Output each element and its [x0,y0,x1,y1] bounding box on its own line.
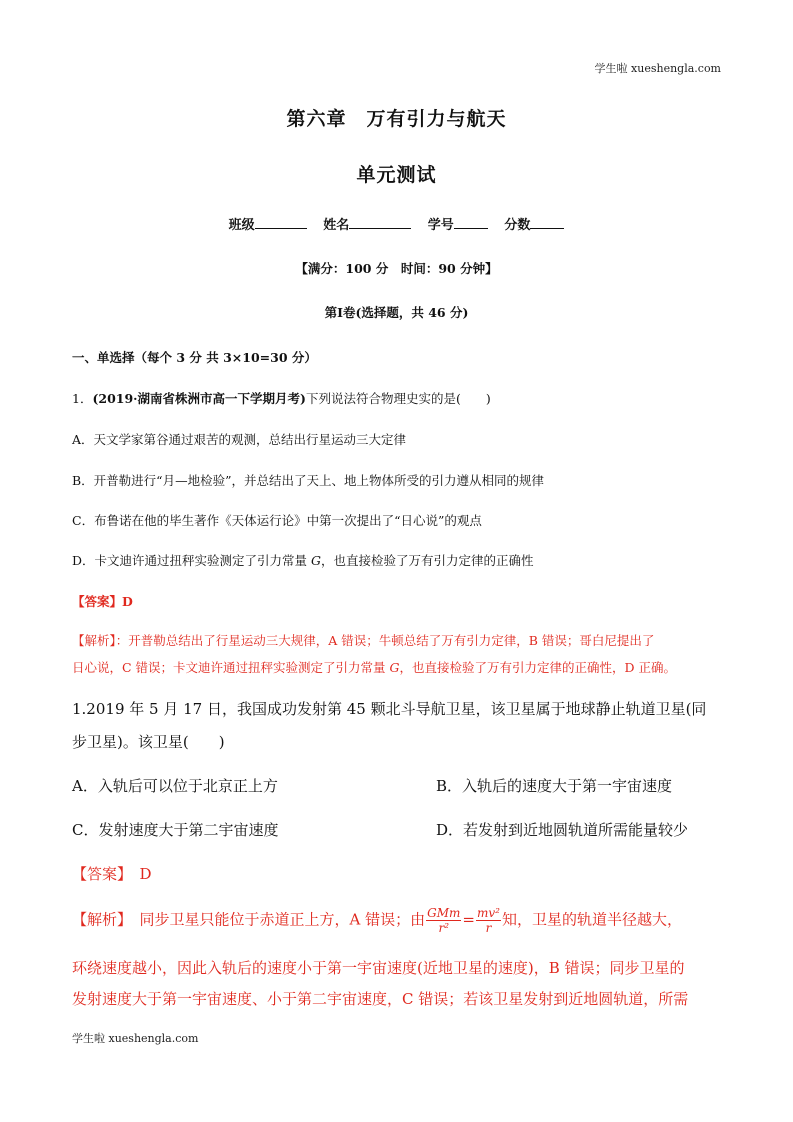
fraction-denominator: r [485,921,492,935]
score-label: 分数 [504,218,531,233]
q1-analysis-line2 [72,658,676,676]
q1-option-d-text: D．卡文迪许通过扭秤实验测定了引力常量 [72,553,311,568]
q2-analysis-line2: 环绕速度越小，因此入轨后的速度小于第一宇宙速度(近地卫星的速度)，B 错误；同步卫星的 [72,959,685,977]
name-field[interactable] [323,214,411,233]
class-blank[interactable] [255,216,307,229]
q2-option-c: C．发射速度大于第二宇宙速度 [72,821,279,839]
part-title: 第Ⅰ卷(选择题，共 46 分) [324,305,469,320]
q1-stem-text: 下列说法符合物理史实的是( ) [305,391,491,406]
q2-option-d: D．若发射到近地圆轨道所需能量较少 [436,821,689,839]
unit-title: 单元测试 [356,164,437,186]
q1-stem [72,389,491,407]
id-field[interactable] [428,214,488,233]
q1-option-c: C．布鲁诺在他的毕生著作《天体运行论》中第一次提出了“日心说”的观点 [72,513,482,528]
q2-stem-line2: 步卫星)。该卫星( ) [72,733,225,751]
q1-option-b: B．开普勒进行“月—地检验”，并总结出了天上、地上物体所受的引力遵从相同的规律 [72,473,544,488]
q2-analysis-line1-text-end: 知，卫星的轨道半径越大， [501,910,682,929]
q2-analysis-label: 【解析】 [72,910,125,929]
q1-option-d-var: G [311,553,321,568]
name-label: 姓名 [323,218,350,233]
q2-analysis-line3: 发射速度大于第一宇宙速度、小于第二宇宙速度，C 错误；若该卫星发射到近地圆轨道，所需 [72,990,689,1008]
chapter-title: 第六章 万有引力与航天 [286,108,507,130]
id-blank[interactable] [454,216,488,229]
q1-analysis-line2-text-end: ，也直接检验了万有引力定律的正确性，D 正确。 [399,660,677,675]
q1-answer: 【答案】D [72,594,133,609]
q1-option-d-text-end: ，也直接检验了万有引力定律的正确性 [321,553,534,568]
q2-stem-line1: 1.2019 年 5 月 17 日，我国成功发射第 45 颗北斗导航卫星，该卫星属于地球静止轨道卫星(同 [72,700,707,718]
student-info-fields [0,214,793,233]
q1-analysis-line1: 【解析】：开普勒总结出了行星运动三大规律，A 错误；牛顿总结了万有引力定律，B 错误；哥白尼提出了 [72,633,655,648]
formula-fraction-centripetal [476,906,501,935]
section-title: 一、单选择（每个 3 分 共 3×10=30 分） [72,350,317,365]
q1-option-a: A．天文学家第谷通过艰苦的观测，总结出行星运动三大定律 [72,432,407,447]
score-field[interactable] [504,214,564,233]
header-site: 学生啦 xueshengla.com [594,62,721,75]
formula-equals: = [462,910,475,929]
name-blank[interactable] [349,216,411,229]
fraction-numerator: mv² [476,906,500,920]
score-blank[interactable] [530,216,564,229]
q2-analysis-line1-text: 同步卫星只能位于赤道正上方，A 错误；由 [124,910,426,929]
footer-site: 学生啦 xueshengla.com [72,1032,199,1045]
class-label: 班级 [228,218,255,233]
fraction-numerator: GMm [427,906,461,920]
q2-option-b: B．入轨后的速度大于第一宇宙速度 [436,777,673,795]
q1-option-d [72,551,534,569]
exam-meta: 【满分：100 分 时间：90 分钟】 [295,261,498,276]
q2-answer: 【答案】 D [72,865,152,883]
fraction-denominator: r² [438,921,450,935]
q1-analysis-line2-text: 日心说，C 错误；卡文迪许通过扭秤实验测定了引力常量 [72,660,390,675]
q1-analysis-line2-var: G [389,660,400,675]
id-label: 学号 [427,218,454,233]
q1-source: (2019·湖南省株洲市高一下学期月考) [92,391,306,406]
q1-number: 1． [72,391,93,406]
class-field[interactable] [229,214,307,233]
q2-analysis-line1 [72,906,682,935]
q2-option-a: A．入轨后可以位于北京正上方 [72,777,278,795]
formula-fraction-gravity [426,906,461,935]
